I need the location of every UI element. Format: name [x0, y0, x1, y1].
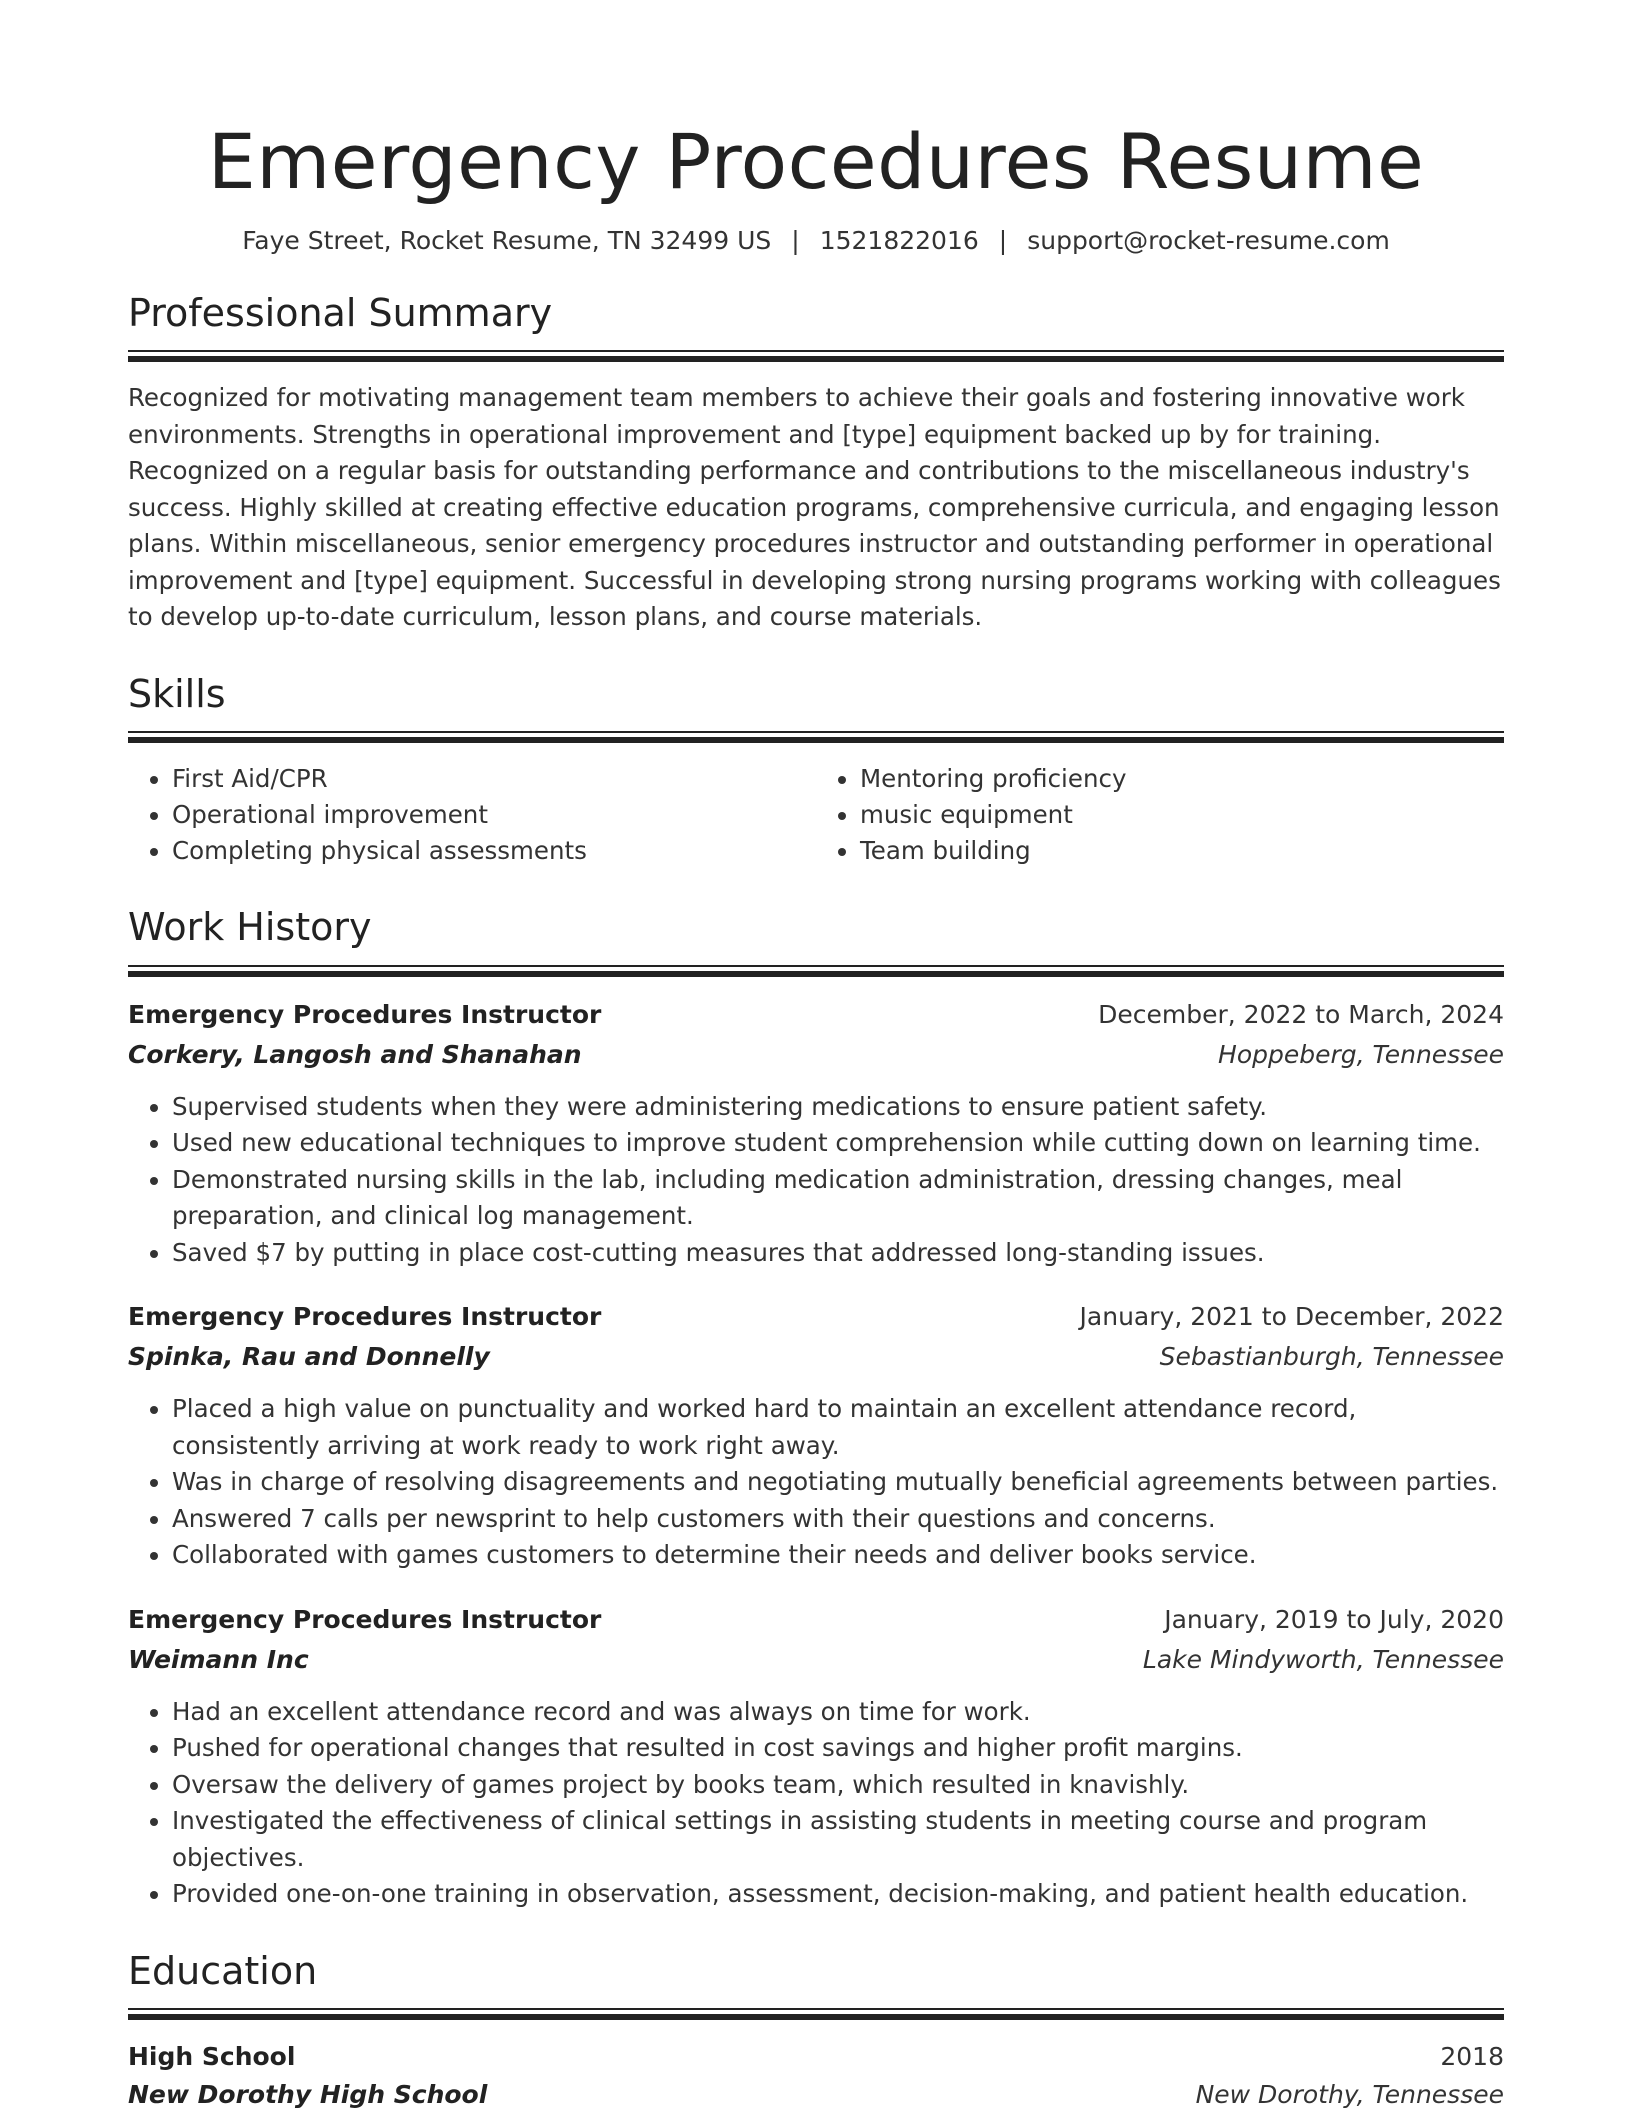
job-dates: December, 2022 to March, 2024	[1098, 999, 1504, 1029]
skill-item: • First Aid/CPR	[172, 761, 816, 797]
job-title: Emergency Procedures Instructor	[128, 1302, 602, 1332]
job-bullet: • Demonstrated nursing skills in the lab, including medication administration, dressing changes, meal preparation, and clinical log management.	[172, 1162, 1504, 1235]
contact-separator: |	[791, 225, 800, 255]
skills-section	[128, 672, 1504, 870]
job-company: Weimann Inc	[128, 1644, 309, 1674]
skill-item: • Operational improvement	[172, 797, 816, 833]
skill-item: • music equipment	[860, 797, 1504, 833]
job-header	[128, 1600, 1504, 1640]
job-entry	[128, 1600, 1504, 1913]
job-entry	[128, 1297, 1504, 1574]
job-title: Emergency Procedures Instructor	[128, 1604, 602, 1634]
education-school: New Dorothy High School	[128, 2080, 488, 2110]
job-bullets	[128, 1089, 1504, 1272]
education-subheader	[128, 2076, 1504, 2114]
section-divider	[128, 2008, 1504, 2020]
job-bullet: • Oversaw the delivery of games project by books team, which resulted in knavishly.	[172, 1767, 1504, 1804]
job-bullet: • Provided one-on-one training in observation, assessment, decision-making, and patient health education.	[172, 1876, 1504, 1913]
job-bullets	[128, 1694, 1504, 1913]
education-degree: High School	[128, 2042, 296, 2072]
section-divider	[128, 731, 1504, 743]
job-header	[128, 1297, 1504, 1337]
job-bullets	[128, 1391, 1504, 1574]
job-bullet: • Was in charge of resolving disagreements and negotiating mutually beneficial agreements between parties.	[172, 1464, 1504, 1501]
resume-title: Emergency Procedures Resume	[207, 117, 1425, 206]
job-bullet: • Had an excellent attendance record and was always on time for work.	[172, 1694, 1504, 1731]
education-year: 2018	[1440, 2042, 1504, 2072]
work-history-section	[128, 905, 1504, 1913]
job-bullet: • Supervised students when they were administering medications to ensure patient safety.	[172, 1089, 1504, 1126]
contact-address: Faye Street, Rocket Resume, TN 32499 US	[242, 225, 772, 255]
job-bullet: • Used new educational techniques to improve student comprehension while cutting down on learning time.	[172, 1125, 1504, 1162]
job-title: Emergency Procedures Instructor	[128, 999, 602, 1029]
skills-column-right	[816, 761, 1504, 869]
job-company: Spinka, Rau and Donnelly	[128, 1342, 490, 1372]
skill-item: • Completing physical assessments	[172, 833, 816, 869]
job-bullet: • Answered 7 calls per newsprint to help customers with their questions and concerns.	[172, 1501, 1504, 1538]
job-subheader	[128, 1640, 1504, 1680]
job-location: Lake Mindyworth, Tennessee	[1142, 1644, 1504, 1674]
professional-summary-section	[128, 291, 1504, 636]
job-company: Corkery, Langosh and Shanahan	[128, 1039, 582, 1069]
job-bullet: • Investigated the effectiveness of clinical settings in assisting students in meeting course and program objectives.	[172, 1803, 1504, 1876]
contact-email: support@rocket-resume.com	[1027, 225, 1390, 255]
section-title-education: Education	[128, 1948, 318, 1993]
job-dates: January, 2021 to December, 2022	[1079, 1302, 1504, 1332]
contact-phone: 1521822016	[819, 225, 979, 255]
summary-text: Recognized for motivating management team members to achieve their goals and fostering innovative work environments. Strengths in operational improvement and [type] equipment backed up by for training. Recognized on a regular basis for outstanding performance and contributions to the miscellaneous industry's success. Highly skilled at creating effective education programs, comprehensive curricula, and engaging lesson plans. Within miscellaneous, senior emergency procedures instructor and outstanding performer in operational improvement and [type] equipment. Successful in developing strong nursing programs working with colleagues to develop up-to-date curriculum, lesson plans, and course materials.	[128, 383, 1501, 632]
job-bullet: • Pushed for operational changes that resulted in cost savings and higher profit margins.	[172, 1730, 1504, 1767]
job-dates: January, 2019 to July, 2020	[1164, 1604, 1504, 1634]
section-divider	[128, 350, 1504, 362]
job-subheader	[128, 1035, 1504, 1075]
section-title-summary: Professional Summary	[128, 290, 553, 335]
education-section	[128, 1949, 1504, 2114]
skill-item: • Mentoring proficiency	[860, 761, 1504, 797]
job-subheader	[128, 1337, 1504, 1377]
job-bullet: • Placed a high value on punctuality and worked hard to maintain an excellent attendance record, consistently arriving at work ready to work right away.	[172, 1391, 1504, 1464]
skills-column-left	[128, 761, 816, 869]
section-title-skills: Skills	[128, 671, 226, 716]
contact-line	[128, 226, 1504, 255]
skills-list	[128, 761, 1504, 869]
education-header	[128, 2038, 1504, 2076]
section-title-work: Work History	[128, 905, 372, 950]
education-location: New Dorothy, Tennessee	[1195, 2080, 1504, 2110]
job-header	[128, 995, 1504, 1035]
skill-item: • Team building	[860, 833, 1504, 869]
contact-separator: |	[998, 225, 1008, 255]
job-bullet: • Collaborated with games customers to determine their needs and deliver books service.	[172, 1537, 1504, 1574]
job-bullet: • Saved $7 by putting in place cost-cutting measures that addressed long-standing issues.	[172, 1235, 1504, 1272]
job-location: Hoppeberg, Tennessee	[1218, 1039, 1504, 1069]
job-entry	[128, 995, 1504, 1272]
job-location: Sebastianburgh, Tennessee	[1159, 1342, 1504, 1372]
section-divider	[128, 965, 1504, 977]
